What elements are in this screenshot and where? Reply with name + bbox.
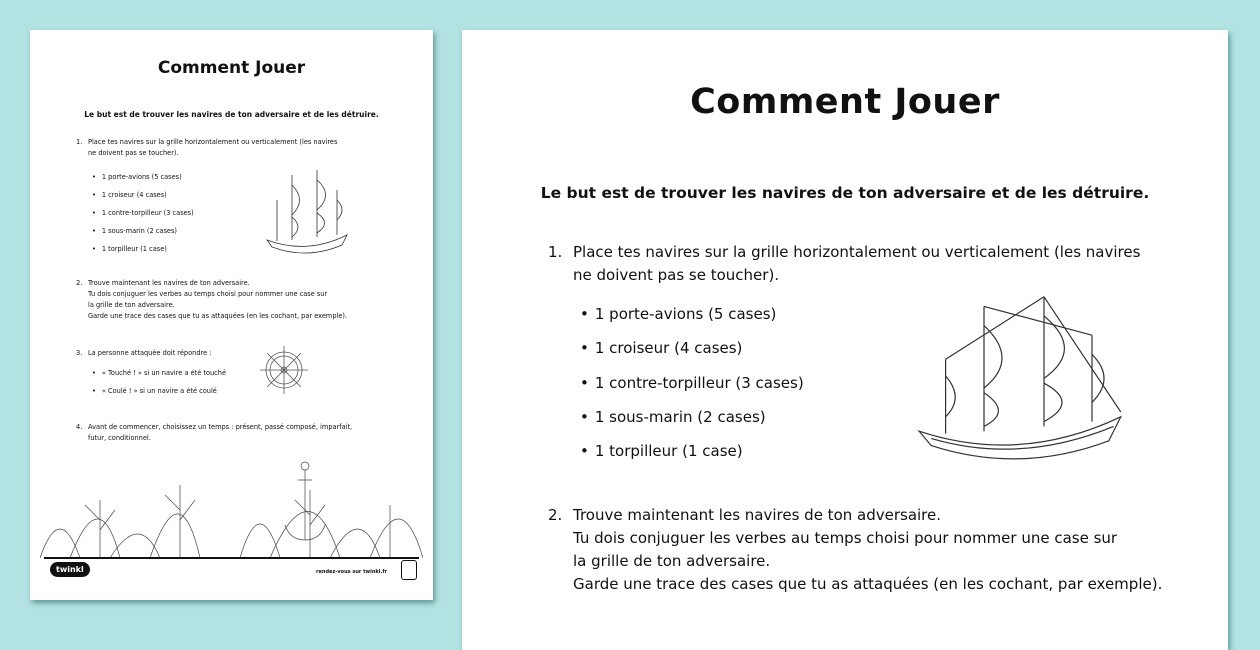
step-1-text: Place tes navires sur la grille horizontalement ou verticalement (les navires ne doivent pas se toucher). <box>573 243 1141 284</box>
step-3-number: 3. <box>76 349 83 357</box>
step-4-number: 4. <box>76 423 83 431</box>
bullet: • 1 sous-marin (2 cases) <box>92 222 194 240</box>
bullet: • 1 porte-avions (5 cases) <box>580 297 804 331</box>
bullet: • 1 sous-marin (2 cases) <box>580 400 804 434</box>
step-1-text: Place tes navires sur la grille horizontalement ou verticalement (les navires ne doivent pas se toucher). <box>88 138 338 157</box>
step-1-bullets <box>92 168 194 258</box>
bullet: • 1 contre-torpilleur (3 cases) <box>580 366 804 400</box>
step-2-text: Trouve maintenant les navires de ton adversaire. Tu dois conjuguer les verbes au temps choisi pour nommer une case sur la grille de ton adversaire. Garde une trace des cases que tu as attaquées (en les cochant, par exemple). <box>88 279 348 320</box>
footer-divider <box>44 557 419 559</box>
page-thumbnail[interactable] <box>30 30 433 600</box>
bullet: • 1 porte-avions (5 cases) <box>92 168 194 186</box>
bullet: • « Touché ! » si un navire a été touché <box>92 364 226 382</box>
bullet: • 1 croiseur (4 cases) <box>580 331 804 365</box>
bullet: • 1 torpilleur (1 case) <box>580 434 804 468</box>
step-3-text: La personne attaquée doit répondre : <box>88 349 212 357</box>
bullet: • 1 contre-torpilleur (3 cases) <box>92 204 194 222</box>
badge-icon <box>401 560 417 580</box>
page-zoomed <box>462 30 1228 650</box>
ship-illustration <box>262 165 352 260</box>
ship-wheel-illustration <box>256 342 312 398</box>
ship-illustration <box>910 292 1130 472</box>
step-2-number: 2. <box>548 506 563 524</box>
step-1-number: 1. <box>548 243 563 261</box>
page-subtitle: Le but est de trouver les navires de ton adversaire et de les détruire. <box>84 110 379 119</box>
coral-border-illustration <box>40 460 423 558</box>
step-2-number: 2. <box>76 279 83 287</box>
step-1-number: 1. <box>76 138 83 146</box>
twinkl-logo: twinkl <box>50 562 90 577</box>
bullet: • 1 croiseur (4 cases) <box>92 186 194 204</box>
bullet: • 1 torpilleur (1 case) <box>92 240 194 258</box>
page-subtitle: Le but est de trouver les navires de ton adversaire et de les détruire. <box>540 184 1150 202</box>
bullet: • « Coulé ! » si un navire a été coulé <box>92 382 226 400</box>
page-title: Comment Jouer <box>690 82 1000 122</box>
page-title: Comment Jouer <box>157 58 306 78</box>
step-3-bullets <box>92 364 226 400</box>
step-1-bullets <box>580 297 804 468</box>
step-2-text: Trouve maintenant les navires de ton adversaire. Tu dois conjuguer les verbes au temps choisi pour nommer une case sur la grille de ton adversaire. Garde une trace des cases que tu as attaquées (en les cochant, par exemple). <box>573 506 1163 593</box>
footer-link[interactable]: rendez-vous sur twinkl.fr <box>316 569 387 575</box>
step-4-text: Avant de commencer, choisissez un temps : présent, passé composé, imparfait, futur, conditionnel. <box>88 423 353 442</box>
